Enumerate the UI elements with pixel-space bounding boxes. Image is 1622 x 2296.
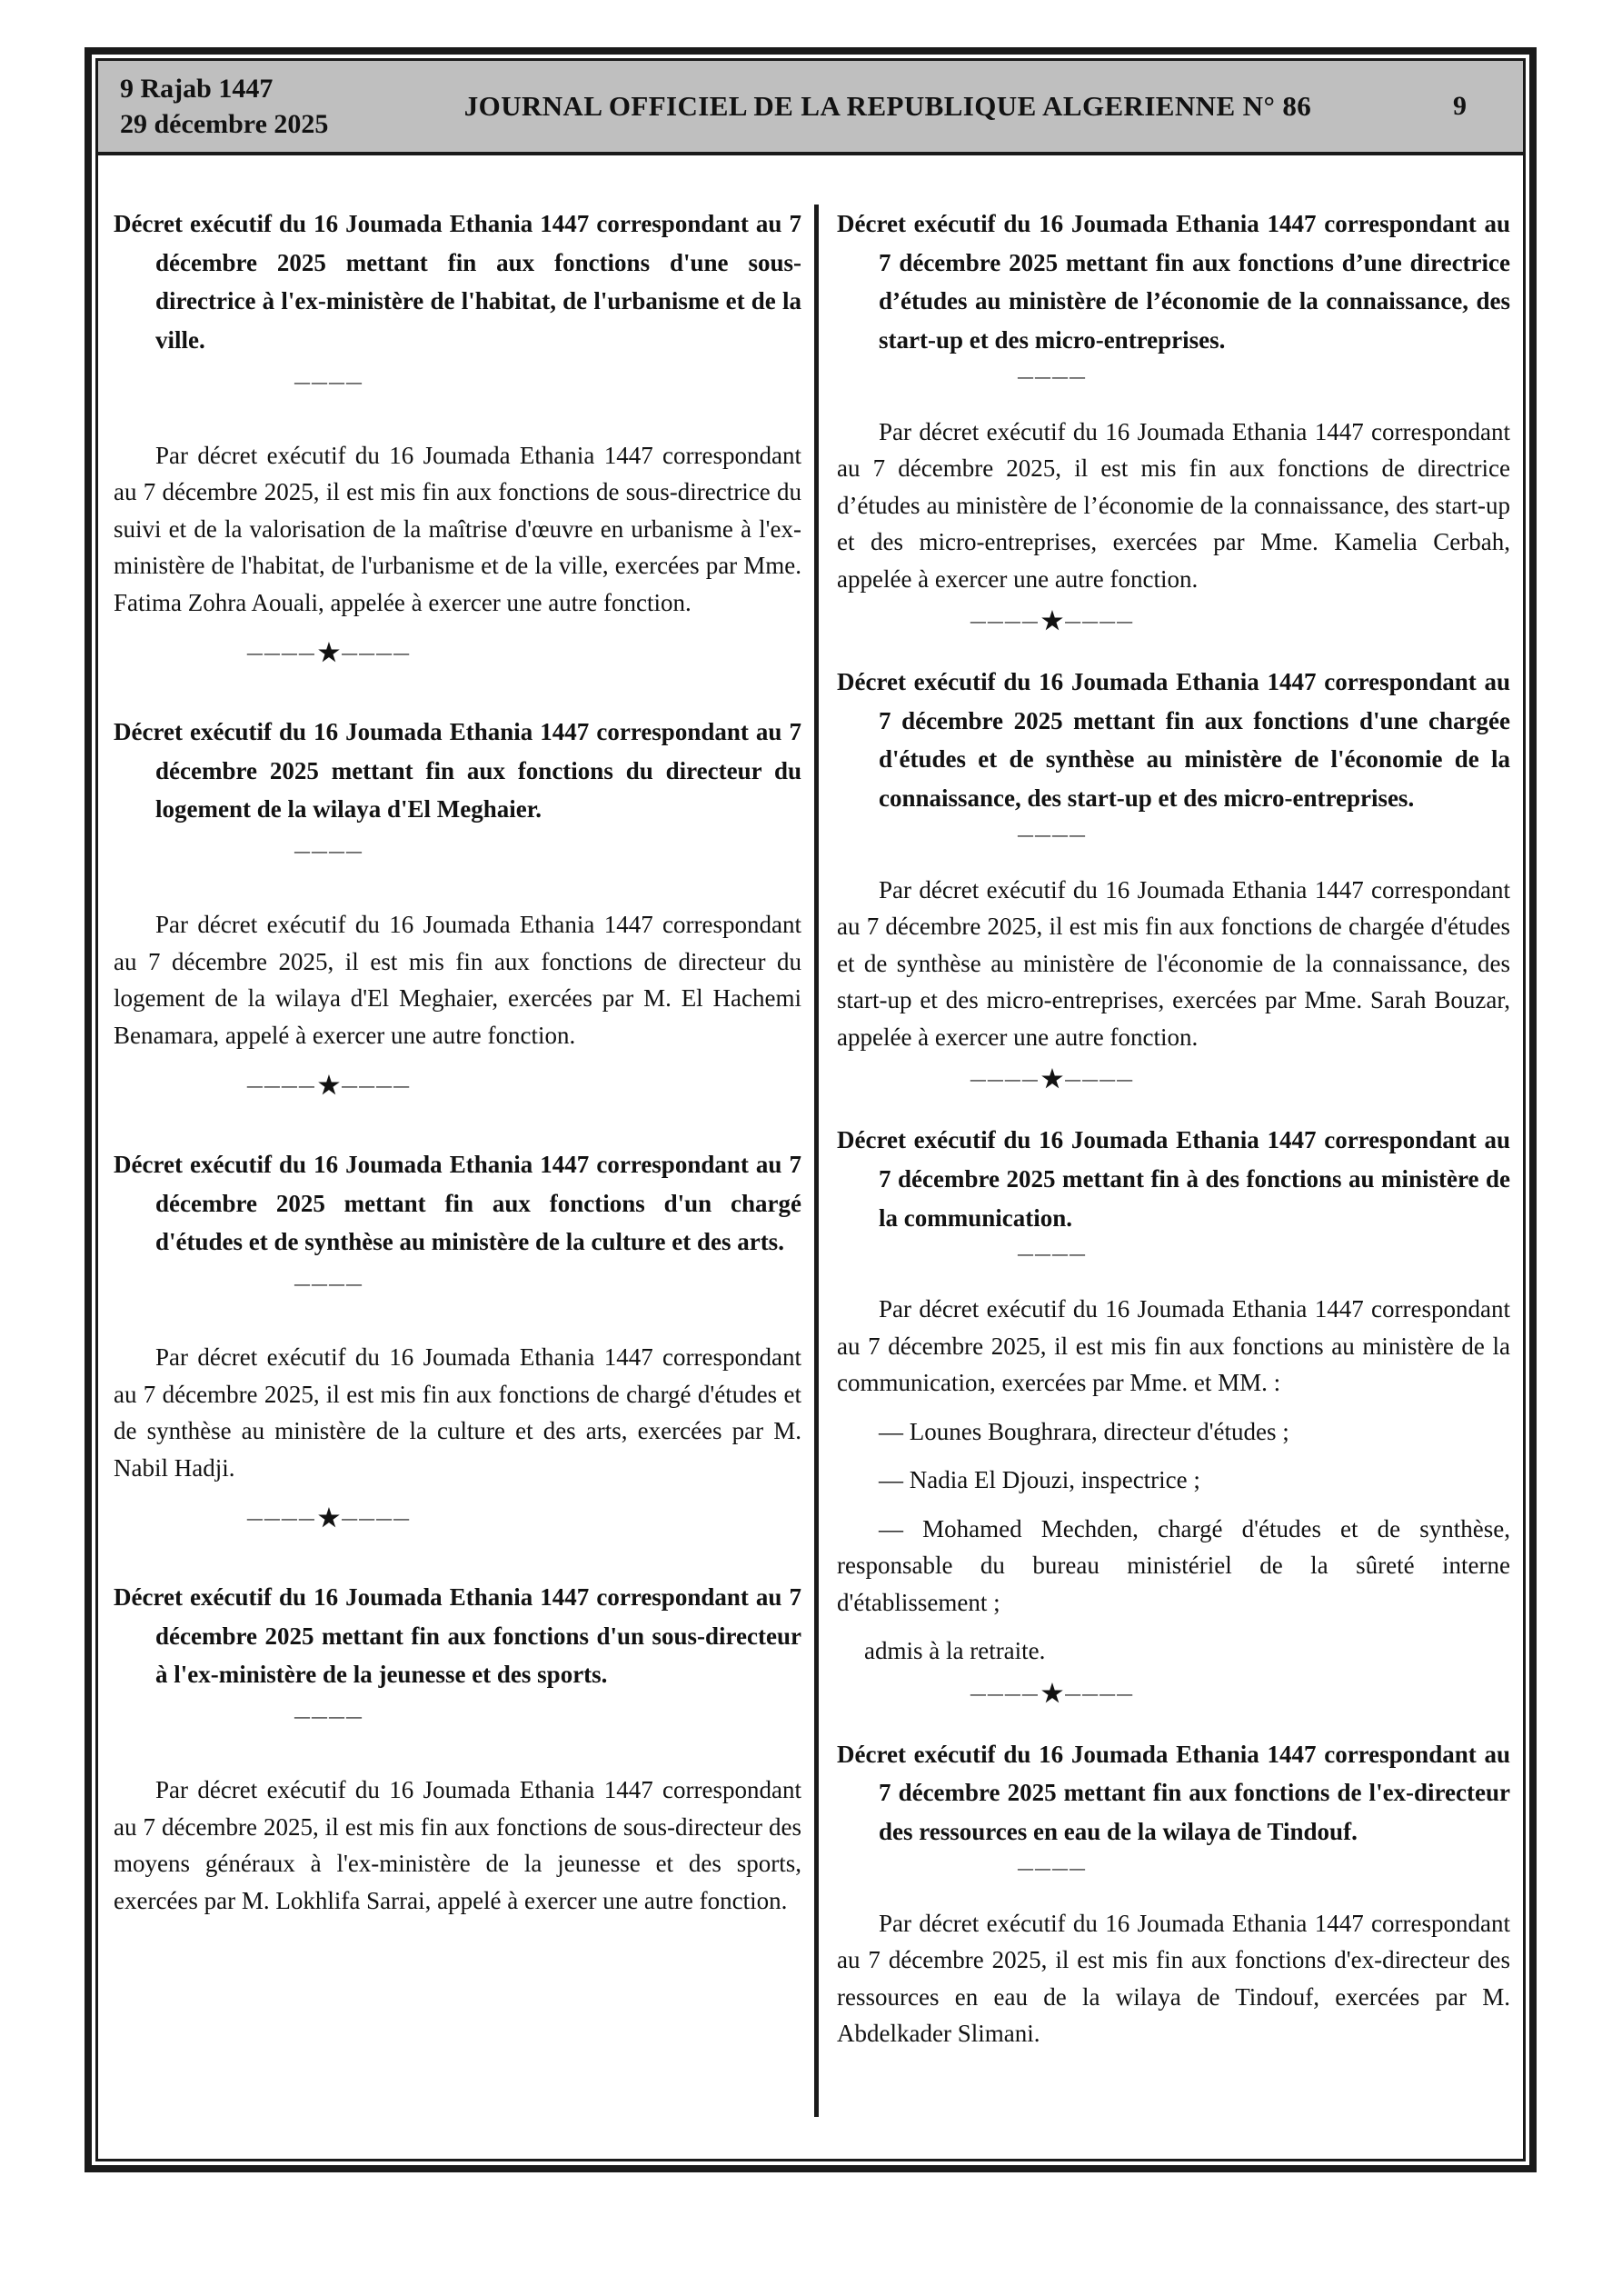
star-separator-dashes-left: ————	[970, 1684, 1040, 1702]
masthead	[98, 61, 1523, 155]
decree-paragraph: Par décret exécutif du 16 Joumada Ethania 1447 correspondant au 7 décembre 2025, il est mis fin aux fonctions de sous-directeur des moyens généraux à l'ex-ministère de la jeunesse et des sports, exercées par M. Lokhlifa Sarrai, appelé à exercer une autre fonction.	[114, 1776, 801, 1914]
decree-heading: Décret exécutif du 16 Joumada Ethania 1447 correspondant au 7 décembre 2025 mettant fin aux fonctions d'une chargée d'études et de synthèse au ministère de l'économie de la connaissance, des start-up et des micro-entreprises.	[837, 668, 1510, 813]
decree-heading: Décret exécutif du 16 Joumada Ethania 1447 correspondant au 7 décembre 2025 mettant fin aux fonctions de l'ex-directeur des ressources en eau de la wilaya de Tindouf.	[837, 1740, 1510, 1846]
page-inner-border	[95, 58, 1526, 2161]
list-item: — Nadia El Djouzi, inspectrice ;	[879, 1466, 1200, 1494]
decree-heading: Décret exécutif du 16 Joumada Ethania 1447 correspondant au 7 décembre 2025 mettant fin aux fonctions d’une directrice d’études au ministère de l’économie de la connaissance, des start-up et des micro-entreprises.	[837, 210, 1510, 354]
star-separator-dashes-left: ————	[246, 644, 316, 663]
star-separator-dashes-right: ————	[1065, 1684, 1135, 1702]
dash-separator: ————	[294, 373, 363, 391]
decree-paragraph: Par décret exécutif du 16 Joumada Ethania 1447 correspondant au 7 décembre 2025, il est mis fin aux fonctions de chargée d'études et de synthèse au ministère de l'économie de la connaissance, des start-up et des micro-entreprises, exercées par Mme. Sarah Bouzar, appelée à exercer une autre fonction.	[837, 875, 1510, 1051]
list-item: — Mohamed Mechden, chargé d'études et de synthèse, responsable du bureau ministériel de la sûreté interne d'établissement ;	[837, 1514, 1510, 1616]
star-icon: ★	[317, 1504, 341, 1532]
star-separator-dashes-left: ————	[246, 1077, 316, 1095]
star-separator	[837, 609, 1268, 634]
star-icon: ★	[1040, 1679, 1064, 1707]
star-icon: ★	[317, 639, 341, 667]
star-icon: ★	[1040, 607, 1064, 635]
gregorian-date: 29 décembre 2025	[120, 109, 329, 139]
dash-separator: ————	[294, 1708, 363, 1726]
decree-heading: Décret exécutif du 16 Joumada Ethania 1447 correspondant au 7 décembre 2025 mettant fin aux fonctions d'un chargé d'études et de synthèse au ministère de la culture et des arts.	[114, 1151, 801, 1256]
star-icon: ★	[317, 1072, 341, 1100]
star-separator-dashes-left: ————	[246, 1510, 316, 1528]
star-separator	[114, 1506, 544, 1531]
journal-title: JOURNAL OFFICIEL DE LA REPUBLIQUE ALGERIENNE N° 86	[463, 90, 1312, 122]
star-separator-dashes-left: ————	[970, 1071, 1040, 1089]
star-separator-dashes-left: ————	[970, 613, 1040, 631]
column-right	[819, 205, 1523, 2159]
dash-separator: ————	[1018, 825, 1087, 844]
page-body	[98, 155, 1523, 2159]
star-separator-dashes-right: ————	[342, 644, 412, 663]
star-separator-dashes-right: ————	[342, 1077, 412, 1095]
star-separator	[837, 1679, 1268, 1707]
decree-paragraph: Par décret exécutif du 16 Joumada Ethania 1447 correspondant au 7 décembre 2025, il est mis fin aux fonctions au ministère de la communication, exercées par Mme. et MM. :	[837, 1295, 1510, 1397]
star-separator-dashes-right: ————	[1065, 613, 1135, 631]
dash-separator: ————	[294, 843, 363, 861]
list-item: — Lounes Boughrara, directeur d'études ;	[879, 1417, 1289, 1445]
dash-separator: ————	[1018, 367, 1087, 385]
decree-heading: Décret exécutif du 16 Joumada Ethania 1447 correspondant au 7 décembre 2025 mettant fin aux fonctions d'une sous-directrice à l'ex-ministère de l'habitat, de l'urbanisme et de la ville.	[114, 210, 801, 354]
column-left	[98, 205, 814, 2159]
decree-heading: Décret exécutif du 16 Joumada Ethania 1447 correspondant au 7 décembre 2025 mettant fin aux fonctions d'un sous-directeur à l'ex-ministère de la jeunesse et des sports.	[114, 1583, 801, 1689]
decree-heading: Décret exécutif du 16 Joumada Ethania 1447 correspondant au 7 décembre 2025 mettant fin à des fonctions au ministère de la communication.	[837, 1126, 1510, 1232]
star-icon: ★	[1040, 1065, 1064, 1093]
dash-separator: ————	[1018, 1245, 1087, 1263]
decree-paragraph: Par décret exécutif du 16 Joumada Ethania 1447 correspondant au 7 décembre 2025, il est mis fin aux fonctions de directeur du logement de la wilaya d'El Meghaier, exercées par M. El Hachemi Benamara, appelé à exercer une autre fonction.	[114, 911, 801, 1049]
masthead-dates	[120, 71, 411, 142]
decree-heading: Décret exécutif du 16 Joumada Ethania 1447 correspondant au 7 décembre 2025 mettant fin aux fonctions du directeur du logement de la wilaya d'El Meghaier.	[114, 718, 801, 824]
star-separator-dashes-right: ————	[1065, 1071, 1135, 1089]
star-separator	[837, 1067, 1268, 1092]
decree-paragraph: Par décret exécutif du 16 Joumada Ethania 1447 correspondant au 7 décembre 2025, il est mis fin aux fonctions de chargé d'études et de synthèse au ministère de la culture et des arts, exercées par M. Nabil Hadji.	[114, 1343, 801, 1482]
hijri-date: 9 Rajab 1447	[120, 74, 274, 104]
decree-paragraph: Par décret exécutif du 16 Joumada Ethania 1447 correspondant au 7 décembre 2025, il est mis fin aux fonctions d'ex-directeur des ressources en eau de la wilaya de Tindouf, exercées par M. Abdelkader Slimani.	[837, 1909, 1510, 2048]
closing-line: admis à la retraite.	[864, 1637, 1046, 1665]
star-separator-dashes-right: ————	[342, 1510, 412, 1528]
page-frame	[85, 47, 1537, 2172]
dash-separator: ————	[294, 1275, 363, 1293]
decree-paragraph: Par décret exécutif du 16 Joumada Ethania 1447 correspondant au 7 décembre 2025, il est mis fin aux fonctions de directrice d’études au ministère de l’économie de la connaissance, des start-up et des micro-entreprises, exercées par Mme. Kamelia Cerbah, appelée à exercer une autre fonction.	[837, 417, 1510, 593]
star-separator	[114, 1073, 544, 1098]
star-separator	[114, 641, 544, 665]
decree-paragraph: Par décret exécutif du 16 Joumada Ethania 1447 correspondant au 7 décembre 2025, il est mis fin aux fonctions de sous-directrice du suivi et de la valorisation de la maîtrise d'œuvre en urbanisme à l'ex-ministère de l'habitat, de l'urbanisme et de la ville, exercées par Mme. Fatima Zohra Aouali, appelée à exercer une autre fonction.	[114, 441, 801, 616]
page-number: 9	[1453, 91, 1467, 121]
dash-separator: ————	[1018, 1859, 1087, 1877]
